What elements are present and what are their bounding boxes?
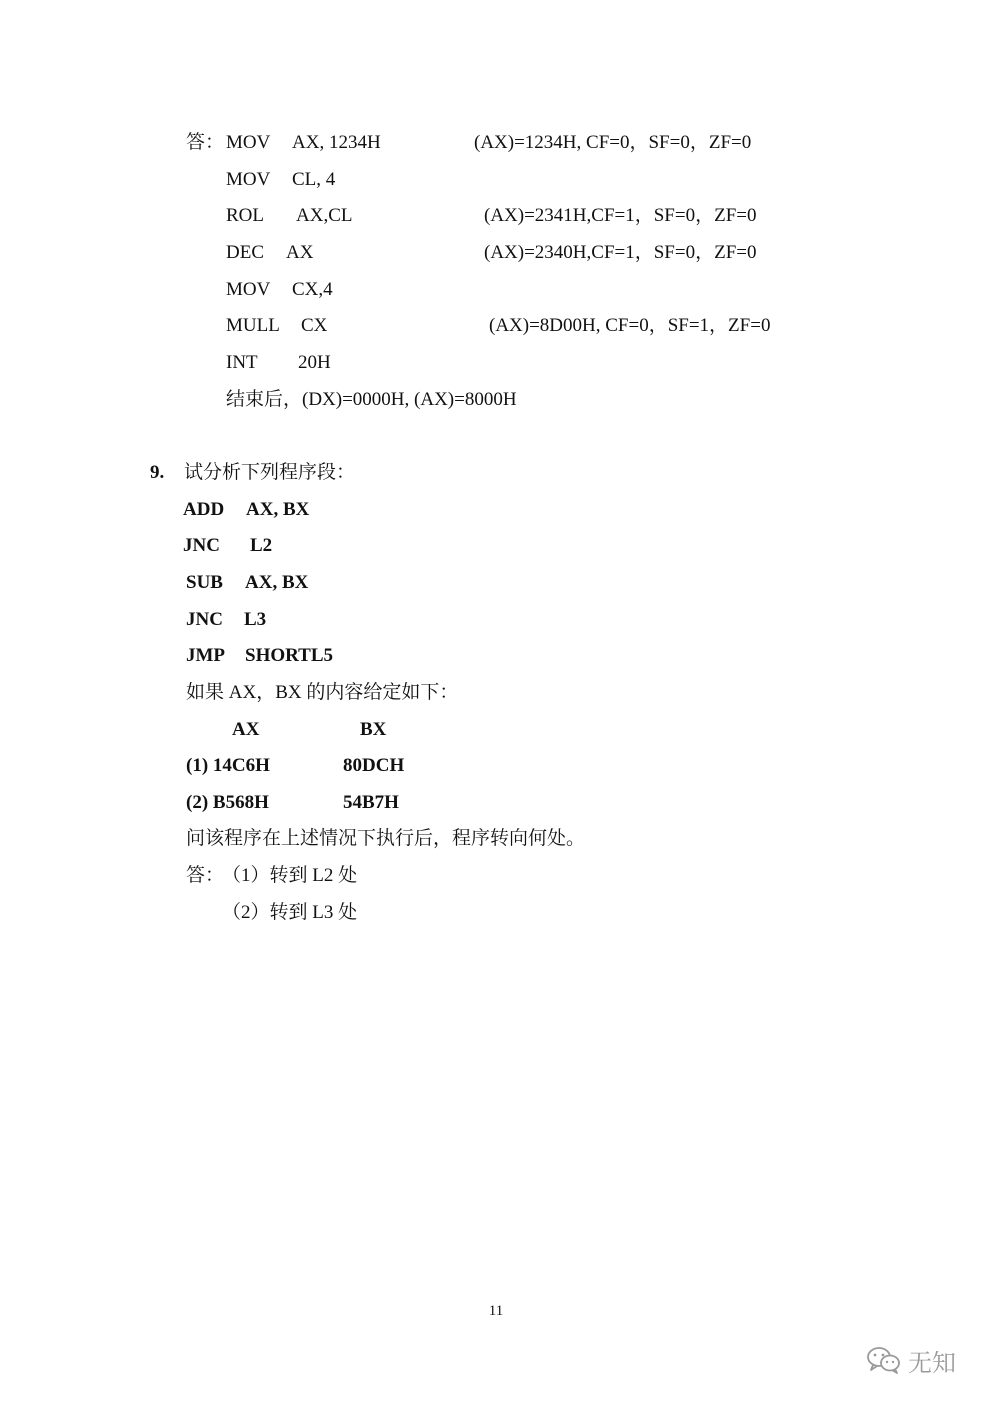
instruction-op: MOV (226, 279, 271, 300)
question-ask: 问该程序在上述情况下执行后，程序转向何处。 (186, 828, 586, 849)
answer9-prefix: 答： (186, 865, 225, 886)
wechat-icon (866, 1345, 902, 1375)
instruction-op: JNC (186, 609, 223, 630)
register-state: (AX)=2341H,CF=1，SF=0，ZF=0 (484, 205, 757, 226)
instruction-args: 20H (298, 352, 331, 373)
table-header-bx: BX (360, 719, 387, 740)
instruction-op: MOV (226, 169, 271, 190)
instruction-op: ADD (183, 499, 225, 520)
table-cell-bx: 54B7H (343, 792, 399, 813)
answer9-item: （2）转到 L3 处 (222, 902, 358, 923)
instruction-op: ROL (226, 205, 264, 226)
instruction-op: DEC (226, 242, 264, 263)
answer8-prefix: 答： (186, 132, 225, 153)
question-number: 9. (150, 462, 165, 483)
register-state: (AX)=8D00H, CF=0，SF=1，ZF=0 (489, 315, 771, 336)
instruction-args: CL, 4 (292, 169, 336, 190)
answer8-conclusion: 结束后，(DX)=0000H, (AX)=8000H (226, 389, 517, 410)
instruction-args: L3 (244, 609, 267, 630)
register-state: (AX)=2340H,CF=1，SF=0，ZF=0 (484, 242, 757, 263)
answer9-item: （1）转到 L2 处 (222, 865, 358, 886)
page-number: 11 (488, 1303, 504, 1319)
instruction-args: CX,4 (292, 279, 333, 300)
register-state: (AX)=1234H, CF=0，SF=0，ZF=0 (474, 132, 752, 153)
instruction-args: AX (286, 242, 314, 263)
instruction-op: MOV (226, 132, 271, 153)
table-cell-ax: (1) 14C6H (186, 755, 270, 776)
instruction-op: MULL (226, 315, 280, 336)
instruction-args: CX (301, 315, 328, 336)
instruction-args: AX, BX (246, 499, 310, 520)
table-cell-ax: (2) B568H (186, 792, 269, 813)
instruction-args: SHORTL5 (245, 645, 334, 666)
given-values-intro: 如果 AX，BX 的内容给定如下： (186, 682, 459, 703)
instruction-args: AX,CL (296, 205, 353, 226)
table-cell-bx: 80DCH (343, 755, 405, 776)
instruction-op: JNC (183, 535, 220, 556)
watermark-text: 无知 (908, 1348, 956, 1377)
watermark (866, 1344, 956, 1376)
instruction-args: AX, 1234H (292, 132, 381, 153)
instruction-op: JMP (186, 645, 226, 666)
instruction-args: AX, BX (245, 572, 309, 593)
table-header-ax: AX (232, 719, 260, 740)
instruction-args: L2 (250, 535, 273, 556)
question-title: 试分析下列程序段： (184, 462, 356, 483)
instruction-op: SUB (186, 572, 223, 593)
instruction-op: INT (226, 352, 258, 373)
